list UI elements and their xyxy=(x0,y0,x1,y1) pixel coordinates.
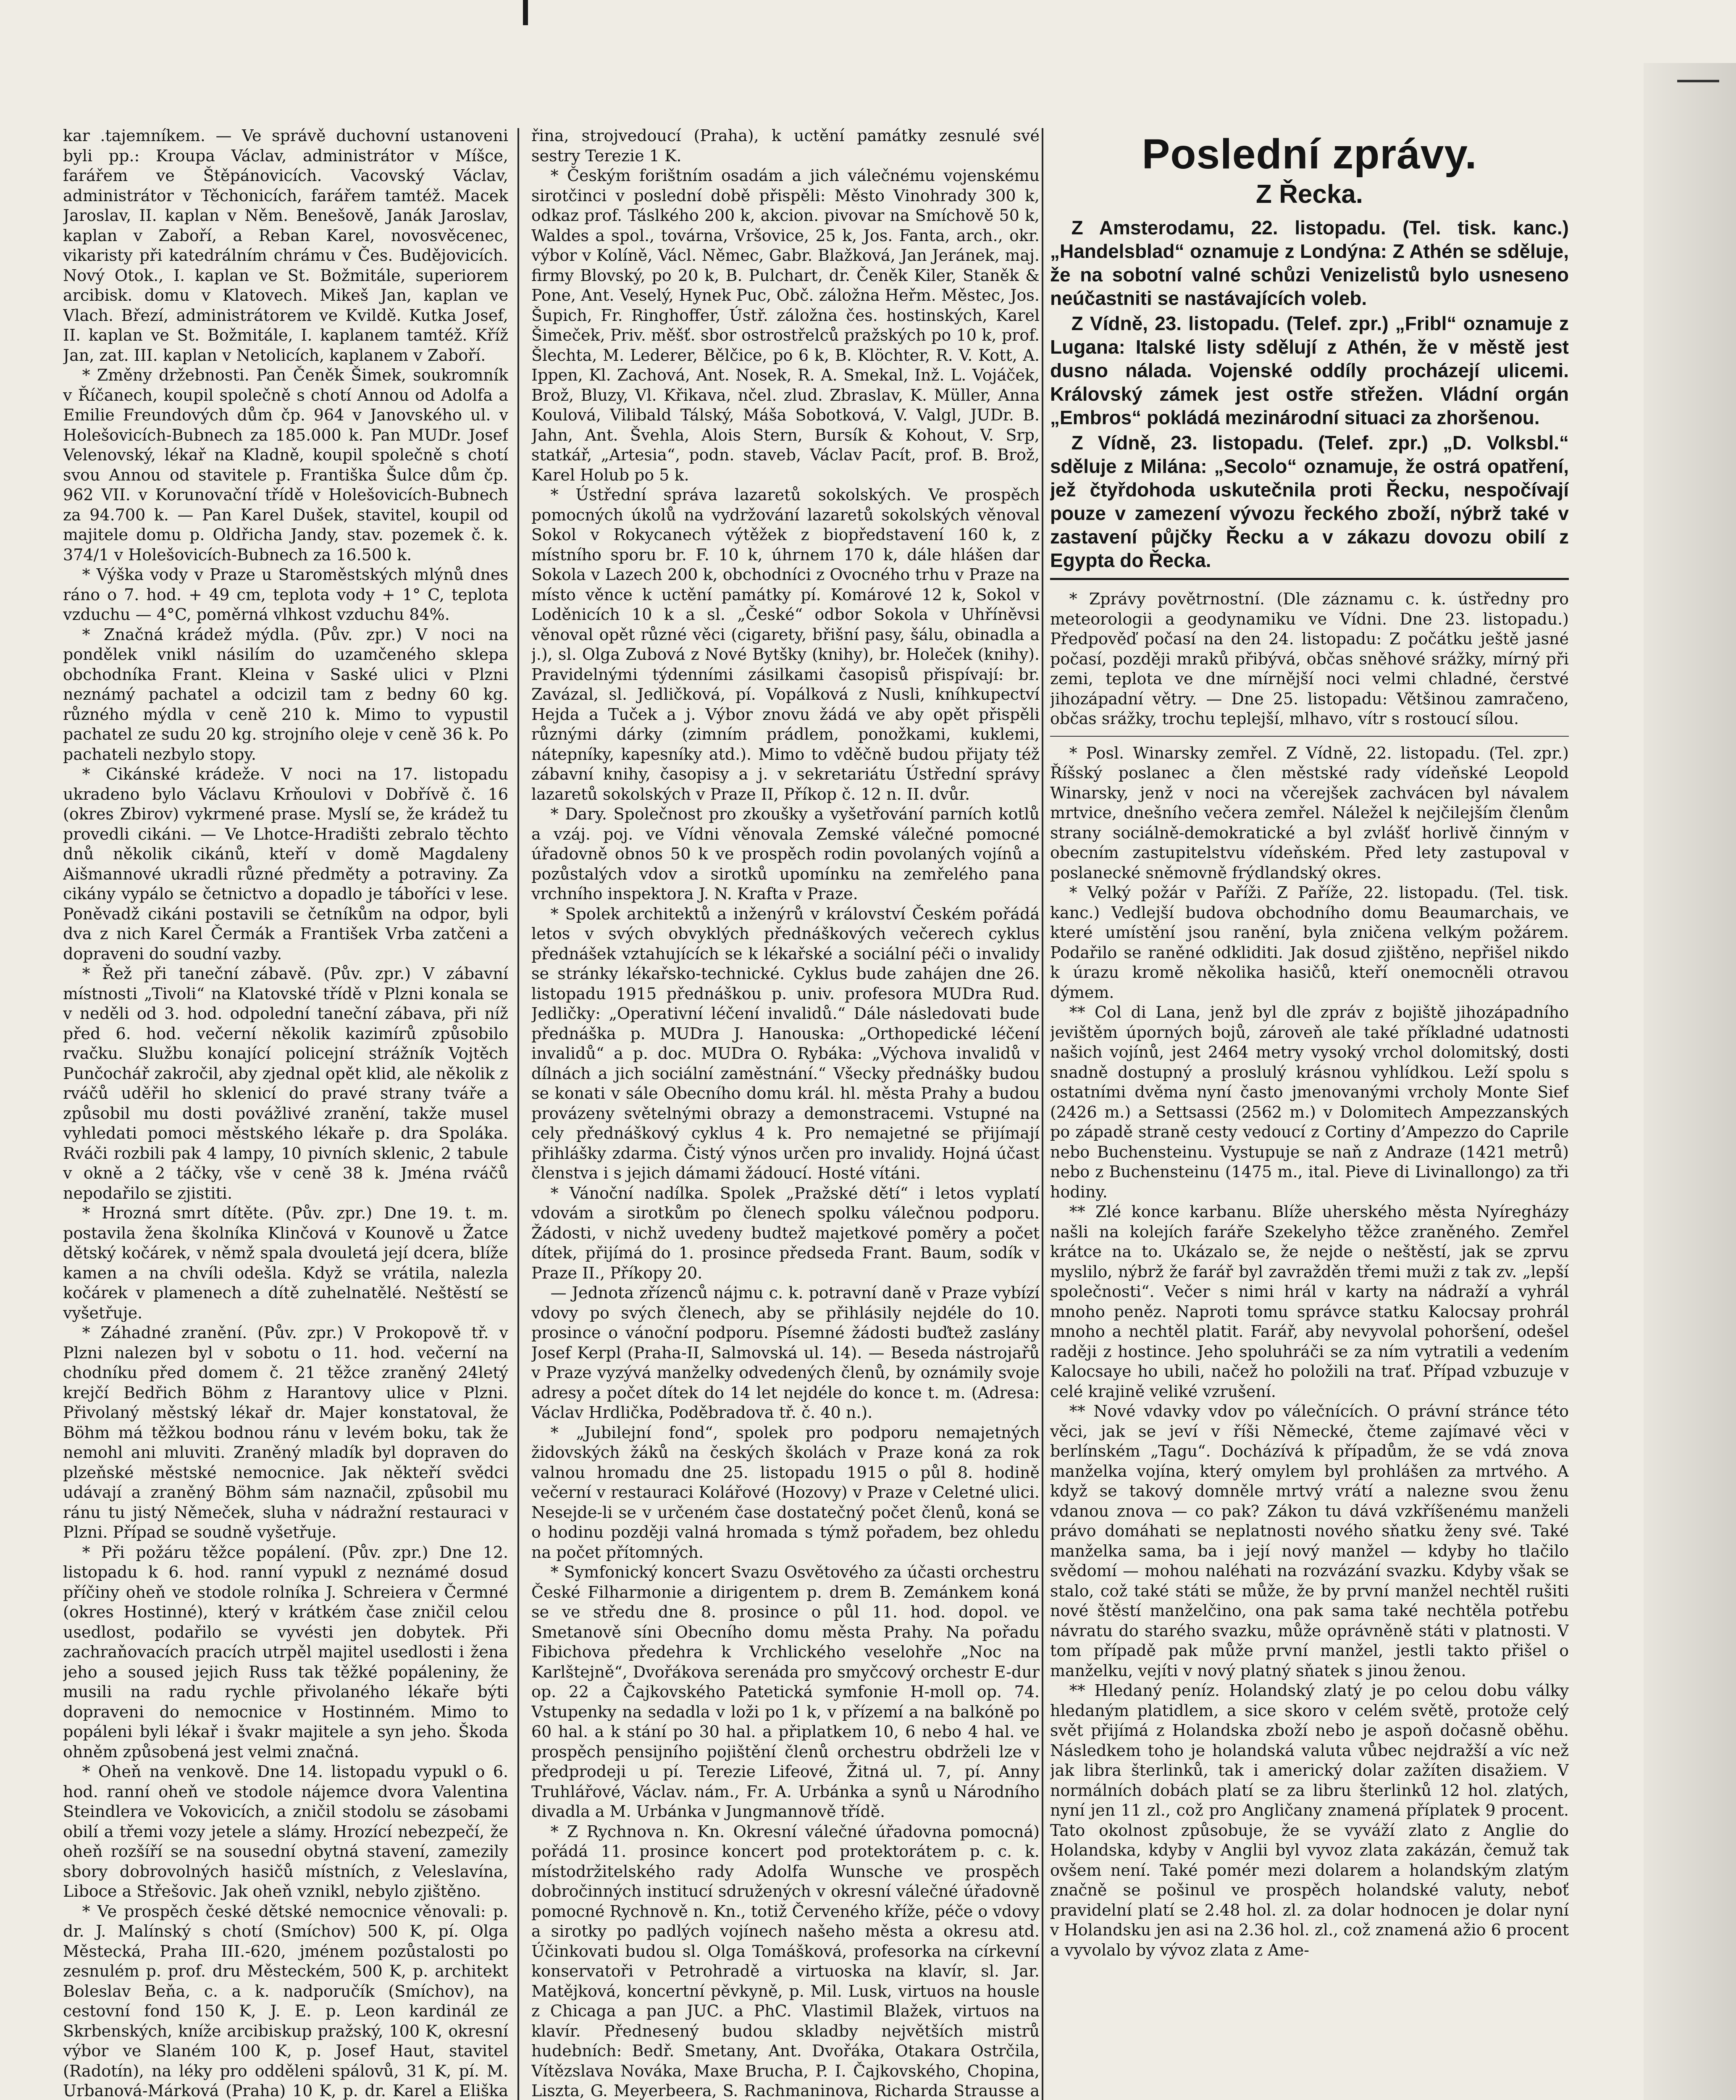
article: * Zprávy povětrnostní. (Dle záznamu c. k. ústředny pro meteorologii a geodynamiku ve Vídni. Dne 23. listopadu.) Předpověď počasí na den 24. listopadu: Z počátku ještě jasné počasí, později mraků přibývá, občas sněhové srážky, mírný při zemi, teplota ve dne mírnější noci velmi chladné, čerstvé jihozápadní větry. — Dne 25. listopadu: Většinou zamračeno, občas srážky, trochu teplejší, mlhavo, vítr s rostoucí sílou. xyxy=(1050,590,1569,728)
margin-dash-mark xyxy=(1677,80,1719,82)
article: ** Hledaný peníz. Holandský zlatý je po celou dobu války hledaným platidlem, a sice skoro v celém světě, protože celý svět přijímá z Holandska zboží nebo je aspoň dočasně oběhu. Následkem toho je holandská valuta vůbec nejdražší a víc než jak libra šterlinků, tak i americký dolar zažíten disažiem. V normálních dobách platí se za libru šterlinků 12 hol. zlatých, nyní jen 11 zl., což pro Angličany znamená příplatek 9 procent. Tato okolnost způsobuje, že se vyváží zlato z Anglie do Holandska, kdyby v Anglii byl vyvoz zlata zakázán, čemuž tak ovšem není. Také pomér mezi dolarem a holandským zlatým značně se pošinul ve prospěch holandské valuty, neboť pravidelní platí se 2.48 hol. zl. za dolar hodnocen je dolar nyní v Holandsku jen asi na 2.36 hol. zl., což znamená ažio 6 procent a vyvolalo by vývoz zlata z Ame- xyxy=(1050,1681,1569,1959)
article: * Posl. Winarsky zemřel. Z Vídně, 22. listopadu. (Tel. zpr.) Říšský poslanec a člen městské rady vídeňské Leopold Winarsky, jenž v noci na včerejšek zachvácen byl návalem mrtvice, dnešního večera zemřel. Náležel k nejčilejším členům strany sociálně-demokratické a byl zvlášť horlivě činným v obecním zastupitelstvu vídeňském. Před lety zastupoval v poslanecké sněmovně frýdlandský okres. xyxy=(1050,743,1569,882)
top-edge-mark xyxy=(523,0,528,25)
article: * Dary. Společnost pro zkoušky a vyšetřování parních kotlů a vzáj. poj. ve Vídni věnovala Zemské válečné pomocné úřadovně obnos 50 k ve prospěch rodin povolaných vojínů a pozůstalých vdov a sirotků upomínku na zemřelého pana vrchního inspektora J. N. Krafta v Praze. xyxy=(531,805,1040,903)
article: * Symfonický koncert Svazu Osvětového za účasti orchestru České Filharmonie a dirigentem p. drem B. Zemánkem koná se ve středu dne 8. prosince o půl 11. hod. dopol. ve Smetanově síni Obecního domu města Prahy. Na pořadu Fibichova předehra k Vrchlického veselohře „Noc na Karlštejně“, Dvořákova serenáda pro smyčcový orchestr E-dur op. 22 a Čajkovského Patetická symfonie H-moll op. 74. Vstupenky na sedadla v loži po 1 k, v přízemí a na balkóně po 60 hal. a k stání po 30 hal. a připlatkem 10, 6 nebo 4 hal. ve prospěch pensijního pojištění členů orchestru obdrželi lze v předprodeji u pí. Terezie Lifeové, Žitná ul. 7, pí. Anny Truhlářové, Václav. nám., Fr. A. Urbánka a synů u Národního divadla a M. Urbánka v Jungmannově třídě. xyxy=(531,1563,1040,1821)
article: * Záhadné zranění. (Pův. zpr.) V Prokopově tř. v Plzni nalezen byl v sobotu o 11. hod. večerní na chodníku před domem č. 21 těžce zraněný 24letý krejčí Bedřich Böhm z Harantovy ulice v Plzni. Přivolaný městský lékař dr. Majer konstatoval, že Böhm má těžkou bodnou ránu v levém boku, tak že nemohl ani mluviti. Zraněný mladík byl dopraven do plzeňské městské nemocnice. Jak někteří svědci udávají a zraněný Böhm sám naznačil, způsobil mu ránu tu jistý Němeček, sluha v nádražní restauraci v Plzni. Případ se soudně vyšetřuje. xyxy=(63,1323,508,1541)
article: * Ústřední správa lazaretů sokolských. Ve prospěch pomocných úkolů na vydržování lazaretů sokolských věnoval Sokol v Rokycanech výtěžek z biopředstavení 160 k, z místního sporu br. F. 10 k, úhrnem 170 k, dále hlášen dar Sokola v Lazech 200 k, obchodníci z Ovocného trhu v Praze na místo věnce k uctění památky pí. Komárové 12 k, Sokol v Loděnicích 10 k a sl. „České“ odbor Sokola v Uhříněvsi věnoval opět různé věci (cigarety, břišní pasy, šálu, obinadla a j.), sl. Olga Zubová z Nové Bytšky (knihy), br. Holeček (knihy). Pravidelnými týdenními zásilkami časopisů přispívají: br. Zavázal, sl. Jedličková, pí. Vopálková z Nusli, kníhkupectví Hejda a Tuček a j. Výbor znovu žádá ve aby opět přispěli různými dárky (zimním prádlem, ponožkami, kuklemi, nátepníky, kapesníky atd.). Mimo to vděčně budou přijaty též zábavní knihy, časopisy a j. v sekretariátu Ústřední správy lazaretů sokolských v Praze II, Příkop č. 12 n. II. dvůr. xyxy=(531,486,1040,803)
article: ** Col di Lana, jenž byl dle zpráv z bojiště jihozápadního jevištěm úporných bojů, zároveň ale také příkladné udatnosti našich vojínů, jest 2464 metry vysoký vrchol dolomitský, dosti snadně dostupný a proslulý krásnou vyhlídkou. Leží spolu s ostatními dvěma nyní často jmenovanými vrcholy Monte Sief (2426 m.) a Settsassi (2562 m.) v Dolomitech Ampezzanských po západě straně cesty vedoucí z Cortiny d’Ampezzo do Caprile nebo Buchensteinu. Vystupuje se naň z Andraze (1421 metrů) nebo z Buchensteinu (1475 m., ital. Pieve di Livinallongo) za tři hodiny. xyxy=(1050,1003,1569,1201)
latest-news-title: Poslední zprávy. xyxy=(1142,131,1477,178)
article: * Značná krádež mýdla. (Pův. zpr.) V noci na pondělek vnikl násilím do uzamčeného sklepa obchodníka Frant. Kleina v Saské ulici v Plzni neznámý pachatel a odcizil tam z bedny 60 kg. různého mýdla v ceně 210 k. Mimo to vypustil pachatel ze sudu 20 kg. strojního oleje v ceně 36 k. Po pachateli nezbylo stopy. xyxy=(63,625,508,764)
latest-news-block xyxy=(1050,216,1569,572)
article: * Vánoční nadílka. Spolek „Pražské dětí“ i letos vyplatí vdovám a sirotkům po členech spolku válečnou podporu. Žádosti, v nichž uvedeny budtež majetkové poměry a počet dítek, přijímá do 1. prosince předseda Frant. Baum, sodík v Praze II., Příkopy 20. xyxy=(531,1184,1040,1282)
latest-news-item: Z Vídně, 23. listopadu. (Telef. zpr.) „Fribl“ oznamuje z Lugana: Italské listy sdělují z Athén, že v městě jest dusno nálada. Vojenské oddíly procházejí ulicemi. Královský zámek jest ostře střežen. Vládní orgán „Embros“ pokládá mezinárodní situaci za zhoršenou. xyxy=(1050,312,1569,428)
section-divider-thin xyxy=(1050,736,1569,737)
article: * Z Rychnova n. Kn. Okresní válečné úřadovna pomocná) pořádá 11. prosince koncert pod protektorátem p. c. k. místodržitelského rady Adolfa Wunsche ve prospěch dobročinných institucí sdružených v okresní válečné úřadovně pomocné Rychnově n. Kn., totiž Červeného kříže, péče o vdovy a sirotky po padlých vojínech našeho města a okresu atd. Účinkovati budou sl. Olga Tomášková, profesorka na církevní konservatoři v Petrohradě a virtuoska na klavír, sl. Jar. Matějková, koncertní pěvkyně, p. Mil. Lusk, virtuos na housle z Chicaga a pan JUC. a PhC. Vlastimil Blažek, virtuos na klavír. Přednesený budou skladby největších mistrů hudebních: Bedř. Smetany, Ant. Dvořáka, Otakara Ostrčila, Vítězslava Nováka, Maxe Brucha, P. I. Čajkovského, Chopina, Liszta, G. Meyerbeera, S. Rachmaninova, Richarda Strausse a xyxy=(531,1822,1040,2100)
article: — Jednota zřízenců nájmu c. k. potravní daně v Praze vybízí vdovy po svých členech, aby se přihlásily nejdéle do 10. prosince o vánoční podporu. Písemné žádosti buďtež zaslány Josef Kerpl (Praha-II, Salmovská ul. 14). — Besedа nástrojařů v Praze vyzývá manželky odvedených členů, by oznámily svoje adresy a počet dítek do 14 let nejdéle do konce t. m. (Adresa: Václav Hrdlička, Poděbradova tř. č. 40 n.). xyxy=(531,1284,1040,1422)
article: kar .tajemníkem. — Ve správě duchovní ustanoveni byli pp.: Kroupa Václav, administrátor v Míšce, farářem ve Štěpánovicích. Vacovský Václav, administrátor v Těchonicích, farářem tamtéž. Macek Jaroslav, II. kaplan v Něm. Benešově, Janák Jaroslav, kaplan v Zaboří, a Reban Karel, novosvěcenec, vikaristy při katedrálním chrámu v Čes. Budějovicích. Nový Otok., I. kaplan ve St. Božmitále, superiorem arcibisk. domu v Klatovech. Mikeš Jan, kaplan ve Vlach. Březí, administrátorem ve Kvildě. Kutka Josef, II. kaplan ve St. Božmitále, I. kaplanem tamtéž. Kříž Jan, zat. III. kaplan v Netolicích, kaplanem v Zaboří. xyxy=(63,126,508,365)
article: * Řež při taneční zábavě. (Pův. zpr.) V zábavní místnosti „Tivoli“ na Klatovské třídě v Plzni konala se v neděli od 3. hod. odpolední taneční zábava, při níž před 6. hod. večerní několik kazimírů způsobilo rvačku. Službu konající policejní strážník Vojtěch Punčochář zakročil, aby zjednal opět klid, ale několik z rváčů uděřil ho sklenicí do pravé strany tváře a způsobil mu dosti povážlivé zranění, takže musel vyhledati pomoci městského lékaře p. dra Spoláka. Rváči rozbili pak 4 lampy, 10 pivních sklenic, 2 tabule v okně a 2 táčky, vše v ceně 38 k. Jména rváčů nepodařilo se zjistiti. xyxy=(63,964,508,1202)
column-rule-1 xyxy=(517,128,519,2100)
page-margin-shadow xyxy=(1644,63,1736,2100)
article: * Výška vody v Praze u Staroměstských mlýnů dnes ráno o 7. hod. + 49 cm, teplota vody + 1° C, teplota vzduchu — 4°C, poměrná vlhkost vzduchu 84%. xyxy=(63,565,508,624)
article: ** Nové vdavky vdov po válečnících. O právní stránce této věci, jak se jeví v říši Německé, čteme zajímavé věci v berlínském „Tagu“. Docházívá k případům, že se vdá znova manželka vojína, který omylem byl prohlášen za mrtvého. A když se takový domněle mrtvý vrátí a nalezne svou ženu vdanou znova — co pak? Zákon tu dává vzkříšenému manželi právo domáhati se neplatnosti nového sňatku ženy své. Také manželka sama, ba i její nový manžel — kdyby ho tlačilo svědomí — mohou naléhati na rozvázání svazku. Kdyby však se stalo, což také státi se může, že by první manžel nechtěl rušiti nové štěstí manželčino, ona pak sama také nechtěla potřebu návratu do starého svazku, může oprávněně státi v platnosti. V tom případě pak může první manžel, jestli takto přišel o manželku, vejíti v nový platný sňatek s jinou ženou. xyxy=(1050,1402,1569,1680)
article: * „Jubilejní fond“, spolek pro podporu nemajetných židovských žáků na českých školách v Praze koná za rok valnou hromadu dne 25. listopadu 1915 o půl 8. hodině večerní v restauraci Kolářové (Hozovy) v Praze v Celetné ulici. Nesejde-li se v určeném čase dostatečný počet členů, koná se o hodinu později valná hromada s týmž pořadem, bez ohledu na počet přítomných. xyxy=(531,1423,1040,1562)
latest-news-header xyxy=(1050,130,1569,210)
article: * Spolek architektů a inženýrů v království Českém pořádá letos v svých obvyklých přednáškových večerech cyklus přednášek vztahujících se k lékařské a sociální péči o invalidy se stránky lékařsko-technické. Cyklus bude zahájen dne 26. listopadu 1915 přednáškou p. univ. profesora MUDra Rud. Jedličky: „Operativní léčení invalidů.“ Dále následovati bude přednáška p. MUDra J. Hanouska: „Orthopedické léčení invalidů“ a p. doc. MUDra O. Rybáka: „Výchova invalidů v dílnách a jich sociální zaměstnání.“ Všecky přednášky budou se konati v sále Obecního domu král. hl. města Prahy a budou provázeny světelnými obrazy a demonstracemi. Vstupné na cely přednáškový cyklus 4 k. Pro nemajetné se přijímají přihlášky zdarma. Čistý výnos určen pro invalidy. Hojná účast členstva i s jejich dámami žádoucí. Hosté vítáni. xyxy=(531,904,1040,1182)
article: * Oheň na venkově. Dne 14. listopadu vypukl o 6. hod. ranní oheň ve stodole nájemce dvora Valentina Steindlera ve Vokovicích, a zničil stodolu se zásobami obilí a třemi vozy jetele a slámy. Hrozící nebezpečí, že oheň rozšíří se na sousední obytná stavení, zamezily sbory dobrovolných hasičů místních, z Veleslavína, Liboce a Střešovic. Jak oheň vznikl, nebylo zjištěno. xyxy=(63,1762,508,1900)
latest-news-subtitle: Z Řecka. xyxy=(1255,180,1363,209)
latest-news-item: Z Vídně, 23. listopadu. (Telef. zpr.) „D. Volksbl.“ sděluje z Milána: „Secolo“ oznamuje, že ostrá opatření, jež čtyřdohoda uskutečnila proti Řecku, nespočívají pouze v zamezení vývozu řeckého zboží, nýbrž také v zastavení půjčky Řecku a v zákazu dovozu obilí z Egypta do Řecka. xyxy=(1050,432,1569,571)
article: * Změny držebnosti. Pan Čeněk Šimek, soukromník v Říčanech, koupil společně s chotí Annou od Adolfa a Emilie Freundových dům čp. 964 v Janovského ul. v Holešovicích-Bubnech za 185.000 k. Pan MUDr. Josef Velenovský, lékař na Kladně, koupil společně s chotí svou Annou od stavitele p. Františka Šulce dům čp. 962 VII. v Korunovační třídě v Holešovicích-Bubnech za 94.700 k. — Pan Karel Dušek, stavitel, koupil od majitele domu p. Oldřicha Jandy, stav. pozemek č. k. 374/1 v Holešovicích-Bubnech za 16.500 k. xyxy=(63,366,508,564)
article: * Ve prospěch české dětské nemocnice věnovali: p. dr. J. Malínský s chotí (Smíchov) 500 K, pí. Olga Městecká, Praha III.-620, jménem pozůstalosti po zesnulém p. prof. dru Městeckém, 500 K, p. architekt Boleslav Beňa, c. a k. nadporučík (Smíchov), na cestovní fond 150 K, J. E. p. Leon kardinál ze Skrbenských, kníže arcibiskup pražský, 100 K, okresní výbor ve Slaném 100 K, p. Josef Haut, stavitel (Radotín), na léky pro odděleni spálovů, 31 K, pí. M. Urbanová-Márková (Praha) 10 K, p. dr. Karel a Eliška xyxy=(63,1902,508,2100)
article: * Cikánské krádeže. V noci na 17. listopadu ukradeno bylo Václavu Krňoulovi v Dobřívě č. 16 (okres Zbirov) vykrmené prase. Myslí se, že krádež tu provedli cikáni. — Ve Lhotce-Hradišti zebralo těchto dnů několik cikánů, kteří v domě Magdaleny Aišmannové ukradli různé předměty a potraviny. Za cikány vypálo se četnictvo a dopadlo je táboříci v lese. Poněvadž cikáni postavili se četníkům na odpor, byli dva z nich Karel Čermák a František Vrba zatčeni a dopraveni do soudní vazby. xyxy=(63,765,508,963)
section-divider xyxy=(1050,578,1569,580)
news-column-2 xyxy=(531,126,1040,2100)
news-column-3 xyxy=(1050,126,1569,2100)
article: ** Zlé konce karbanu. Blíže uherského města Nyíregházy našli na kolejích faráře Szekelyho těžce zraněného. Zemřel krátce na to. Ukázalo se, že nejde o neštěstí, jak se zprvu myslilo, nýbrž že farář byl zavražděn třemi muži z tak zv. „lepší společnosti“. Večer s nimi hrál v karty na nádraží a vyhrál mnoho peněz. Naproti tomu správce statku Kalocsay prohrál mnoho a nechtěl platit. Farář, aby nevyvolal pohoršení, odešel raději z hostince. Jeho spoluhráči se za ním vytratili a vedením Kalocsaye ho ubili, načež ho položili na trať. Případ vzbuzuje v celé krajině veliké vzrušení. xyxy=(1050,1202,1569,1401)
article: řina, strojvedoucí (Praha), k uctění památky zesnulé své sestry Terezie 1 K. xyxy=(531,126,1040,165)
article: * Hrozná smrt dítěte. (Pův. zpr.) Dne 19. t. m. postavila žena školníka Klinčová v Kounově u Žatce dětský kočárek, v němž spala dvouletá její dcera, blíže kamen a na chvíli odešla. Když se vrátila, nalezla kočárek v plamenech a dítě zuhelnatělé. Neštěstí se vyšetřuje. xyxy=(63,1204,508,1322)
article: * Velký požár v Paříži. Z Paříže, 22. listopadu. (Tel. tisk. kanc.) Vedlejší budova obchodního domu Beaumarchais, ve které umístění jsou ranění, byla zničena velkým požárem. Podařilo se raněné odkliditi. Jak dosud zjištěno, nepřišel nikdo k úrazu kromě několika hasičů, kteří onemocněli otravou dýmem. xyxy=(1050,883,1569,1002)
column-rule-2 xyxy=(1042,128,1043,2100)
article: * Českým forištním osadám a jich válečnému vojenskému sirotčinci v poslední době přispěli: Město Vinohrady 300 k, odkaz prof. Táslkého 200 k, akcion. pivovar na Smíchově 50 k, Waldes a spol., továrna, Vršovice, 25 k, Jos. Fanta, arch., okr. výbor v Kolíně, Václ. Němec, Gabr. Blažková, Jan Jeránek, maj. firmy Blovský, po 20 k, B. Pulchart, dr. Čeněk Kiler, Staněk & Pone, Ant. Veselý, Hynek Puc, Obč. záložna Heřm. Městec, Jos. Šupich, Fr. Ringhoffer, Ústř. záložna čes. hostinských, Karel Šimeček, Priv. měšť. sbor ostrostřelců pražských po 10 k, prof. Šlechta, M. Lederer, Bělčice, po 6 k, B. Klöchter, R. V. Kott, A. Ippen, Kl. Zachová, Ant. Nosek, R. A. Smekal, Inž. L. Vojáček, Brož, Bluzy, Vl. Křikava, nčel. zlud. Zbraslav, K. Müller, Anna Koulová, Vilibald Tálský, Máša Sobotková, V. Valgl, JUDr. B. Jahn, Ant. Švehla, Alois Stern, Bursík & Kohout, V. Srp, statkář, „Artesia“, podn. staveb, Václav Pacít, prof. B. Brož, Karel Holub po 5 k. xyxy=(531,166,1040,484)
article: * Při požáru těžce popálení. (Pův. zpr.) Dne 12. listopadu k 6. hod. ranní vypukl z neznámé dosud příčiny oheň ve stodole rolníka J. Schreiera v Čermné (okres Hostinné), který v krátkém čase zničil celou usedlost, podařilo se vyvésti jen dobytek. Při zachraňovacích pracích utrpěl majitel usedlosti i žena jeho a soused jejich Russ tak těžké popáleniny, že musili na radu rychle přivolaného lékaře býti dopraveni do nemocnice v Hostinném. Mimo to popáleni byli lékař i švakr majitele a syn jeho. Škoda ohněm způsobená jest velmi značná. xyxy=(63,1543,508,1761)
news-column-1 xyxy=(63,126,508,2100)
latest-news-item: Z Amsterodamu, 22. listopadu. (Tel. tisk. kanc.) „Handelsblad“ oznamuje z Londýna: Z Athén se sděluje, že na sobotní valné schůzi Venizelistů bylo usneseno neúčastniti se nastávajících voleb. xyxy=(1050,217,1569,309)
